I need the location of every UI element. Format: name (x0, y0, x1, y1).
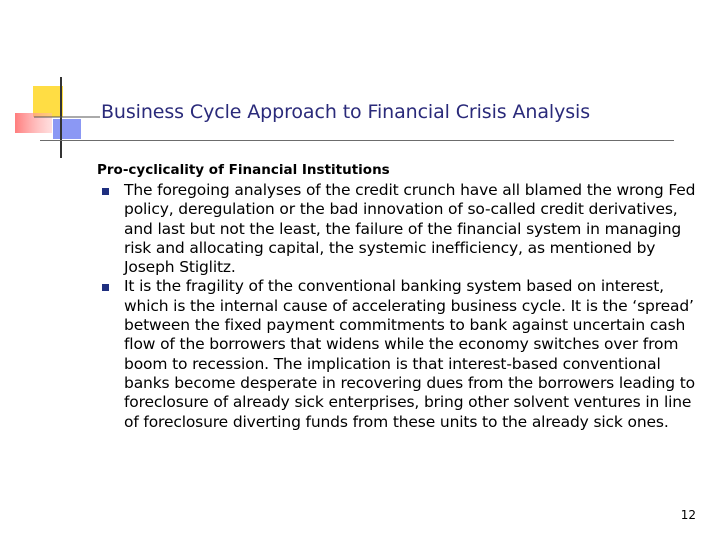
page-number: 12 (680, 508, 696, 522)
section-heading: Pro-cyclicality of Financial Institutions (97, 162, 390, 178)
bullet-item (97, 277, 709, 431)
bullet-text: It is the fragility of the conventional banking system based on interest, which is the internal cause of accelerating business cycle. It is the ‘spread’ between the fixed payment commitments to bank against uncertain cash flow of the borrowers that widens while the economy switches over from boom to recession. The implication is that interest-based conventional banks become desperate in recovering dues from the borrowers leading to foreclosure of already sick enterprises, bring other solvent ventures in line of foreclosure diverting funds from these units to the already sick ones. (124, 277, 696, 431)
bullet-square-icon (102, 284, 109, 291)
bullet-item (97, 181, 709, 277)
bullet-list (97, 181, 709, 432)
bullet-text: The foregoing analyses of the credit crunch have all blamed the wrong Fed policy, deregulation or the bad innovation of so-called credit derivatives, and last but not the least, the failure of the financial system in managing risk and allocating capital, the systemic inefficiency, as mentioned by Joseph Stiglitz. (124, 181, 696, 277)
title-decoration (0, 0, 110, 170)
deco-pink-bar (15, 113, 52, 133)
deco-blue-square (53, 119, 81, 139)
title-underline (40, 140, 674, 141)
deco-yellow-square (33, 86, 63, 117)
slide-title: Business Cycle Approach to Financial Crisis Analysis (101, 101, 591, 123)
bullet-square-icon (102, 188, 109, 195)
